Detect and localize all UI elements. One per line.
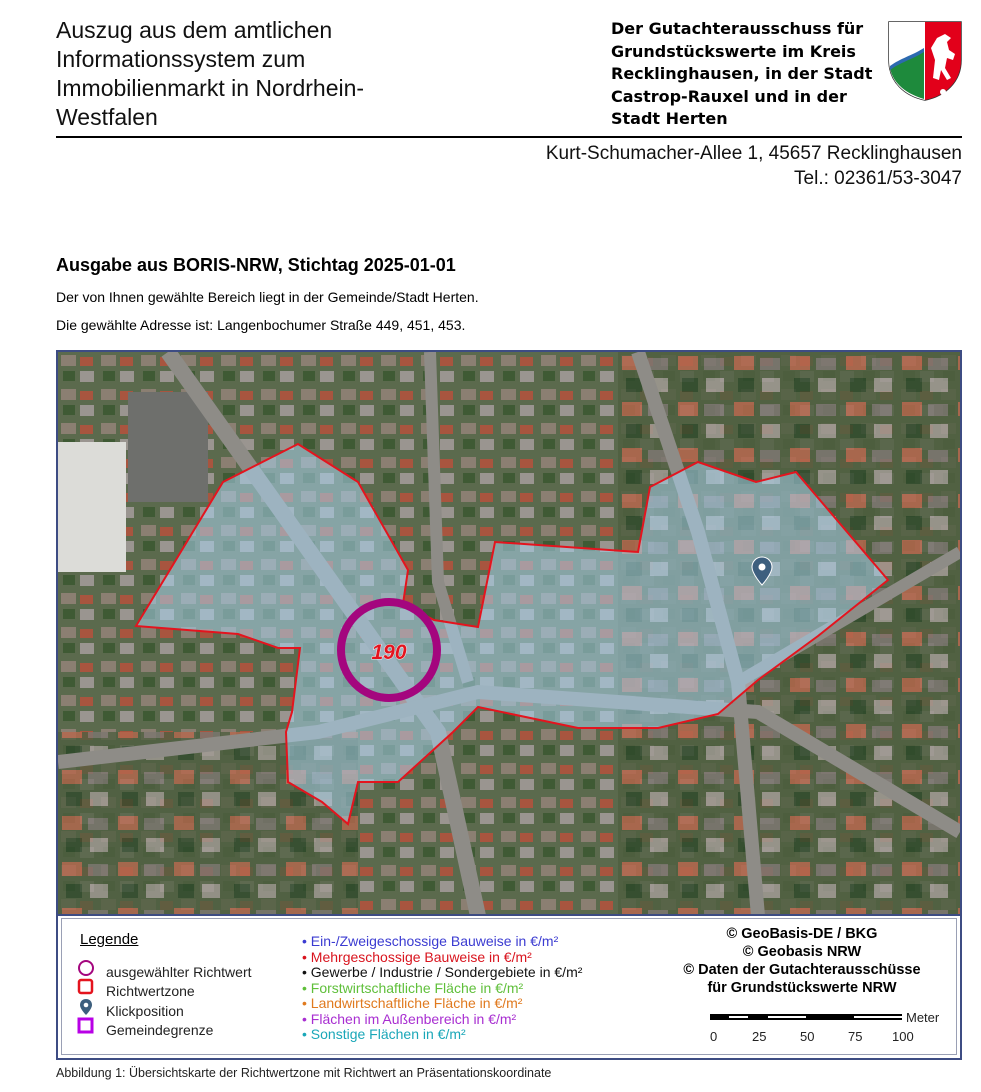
authority-name — [611, 18, 881, 131]
copyright-line: © GeoBasis-DE / BKG — [726, 926, 878, 942]
address-selected-text: Die gewählte Adresse ist: Langenbochumer Straße 449, 451, 453. — [56, 317, 466, 333]
legend-item-zone — [76, 978, 195, 999]
header-title-line: Informationssystem zum — [56, 46, 306, 72]
richtwert-value: 190 — [371, 641, 407, 664]
figure-caption: Abbildung 1: Übersichtskarte der Richtwertzone mit Richtwert an Präsentationskoordinate — [56, 1066, 552, 1080]
category-multi-storey: • Mehrgeschossige Bauweise in €/m² — [302, 948, 532, 965]
category-other: • Sonstige Flächen in €/m² — [302, 1026, 466, 1042]
nrw-crest-icon — [887, 20, 963, 102]
header-title-line: Auszug aus dem amtlichen — [56, 17, 333, 43]
scale-tick: 75 — [848, 1029, 863, 1044]
scale-unit: Meter — [906, 1010, 940, 1025]
category-outer-area: • Flächen im Außenbereich in €/m² — [302, 1010, 517, 1027]
copyright-line: © Daten der Gutachterausschüsse — [683, 962, 921, 978]
map-legend — [56, 916, 962, 1060]
header-rule — [56, 136, 962, 138]
map-pin-icon — [76, 998, 96, 1019]
header-title-line: Westfalen — [56, 104, 158, 130]
section-title: Ausgabe aus BORIS-NRW, Stichtag 2025-01-01 — [56, 255, 456, 275]
scale-tick: 100 — [892, 1029, 914, 1044]
copyright-line: für Grundstückswerte NRW — [707, 980, 897, 996]
scale-bar — [710, 1009, 950, 1049]
square-outline-icon — [76, 1017, 96, 1038]
legend-item-selected-value — [76, 959, 252, 980]
category-agricultural: • Landwirtschaftliche Fläche in €/m² — [302, 995, 523, 1011]
scale-tick: 50 — [800, 1029, 815, 1044]
category-commercial: • Gewerbe / Industrie / Sondergebiete in €/m² — [302, 964, 583, 980]
copyright-notice — [662, 925, 942, 997]
address-text: Kurt-Schumacher-Allee 1, 45657 Recklinghausen — [545, 143, 962, 164]
legend-label: ausgewählter Richtwert — [106, 964, 252, 980]
square-outline-icon — [76, 978, 96, 999]
authority-line: Castrop-Rauxel und in der — [611, 86, 847, 106]
legend-label: Richtwertzone — [106, 983, 195, 999]
header-title-line: Immobilienmarkt in Nordrhein- — [56, 75, 365, 101]
scale-tick: 25 — [752, 1029, 767, 1044]
aerial-map[interactable] — [56, 350, 962, 916]
authority-line: Recklinghausen, in der Stadt — [611, 64, 873, 83]
authority-line: Stadt Herten — [611, 109, 728, 128]
authority-line: Grundstückswerte im Kreis — [611, 41, 856, 61]
phone-text: Tel.: 02361/53-3047 — [794, 168, 962, 189]
header-title — [56, 16, 456, 132]
category-single-family: • Ein-/Zweigeschossige Bauweise in €/m² — [302, 933, 559, 949]
legend-item-click-position — [76, 998, 184, 1019]
contact-block — [546, 141, 962, 191]
scale-tick: 0 — [710, 1029, 718, 1044]
legend-title: Legende — [80, 931, 139, 948]
legend-label: Klickposition — [106, 1003, 184, 1019]
circle-outline-icon — [76, 959, 96, 980]
category-forestry: • Forstwirtschaftliche Fläche in €/m² — [302, 979, 524, 996]
legend-label: Gemeindegrenze — [106, 1022, 214, 1038]
municipality-text: Der von Ihnen gewählte Bereich liegt in der Gemeinde/Stadt Herten. — [56, 289, 479, 305]
map-canvas[interactable] — [58, 352, 960, 916]
authority-line: Der Gutachterausschuss für — [611, 19, 864, 38]
legend-item-municipal-boundary — [76, 1017, 213, 1038]
copyright-line: © Geobasis NRW — [742, 944, 862, 960]
